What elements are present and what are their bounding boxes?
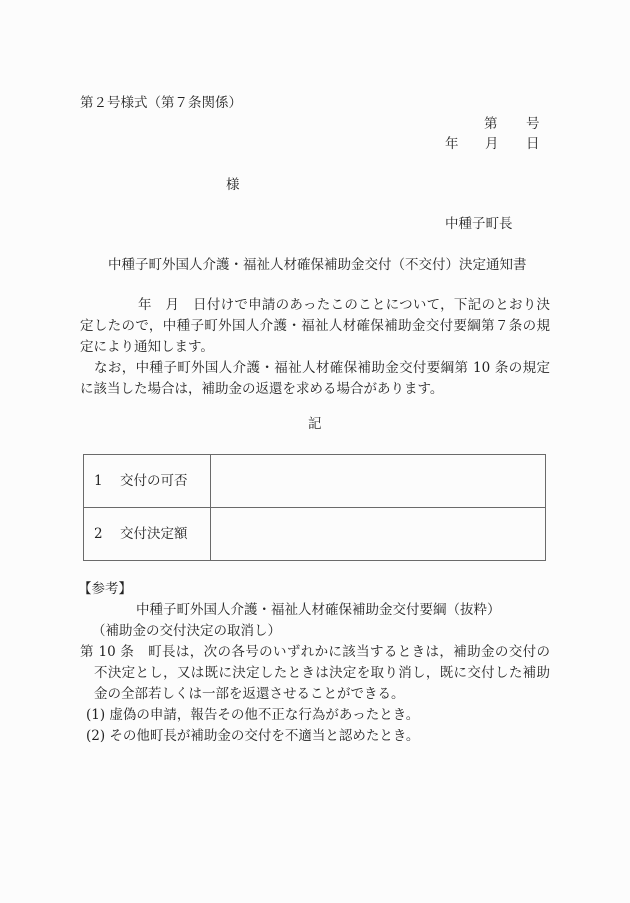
reference-item: (1) 虚偽の申請，報告その他不正な行為があったとき。: [86, 707, 420, 723]
row-value-cell[interactable]: [211, 455, 546, 508]
body-text: [80, 295, 550, 400]
number-prefix: 第: [484, 116, 498, 132]
reference-heading: 【参考】: [78, 581, 132, 597]
table-row: [84, 508, 546, 561]
reference-source-title: 中種子町外国人介護・福祉人材確保補助金交付要綱（抜粋）: [136, 602, 501, 618]
body-paragraph-1: 年 月 日付けで申請のあったこのことについて，下記のとおり決定したので，中種子町外国人介護・福祉人材確保補助金交付要綱第７条の規定により通知します。: [80, 297, 550, 355]
reference-article: 第 10 条 町長は，次の各号のいずれかに該当するときは，補助金の交付の不決定とし，又は既に決定したときは決定を取り消し，既に交付した補助金の全部若しくは一部を返還させることができる。: [80, 644, 550, 702]
row-number: 2: [94, 525, 103, 542]
reference-item: (2) その他町長が補助金の交付を不適当と認めたとき。: [86, 728, 420, 744]
table-row: [84, 455, 546, 508]
number-suffix: 号: [526, 116, 540, 132]
row-label-text: 交付決定額: [120, 525, 188, 542]
reference-caption: （補助金の交付決定の取消し）: [92, 623, 281, 639]
sender: 中種子町長: [445, 216, 513, 232]
record-table: [83, 454, 546, 561]
date-year: 年: [445, 136, 459, 152]
row-value-cell[interactable]: [211, 508, 546, 561]
row-label: [84, 455, 211, 508]
date-month: 月: [485, 136, 499, 152]
form-id: 第２号様式（第７条関係）: [80, 95, 242, 111]
reference-article-block: [80, 642, 550, 747]
ki-heading: 記: [308, 416, 322, 432]
date-day: 日: [526, 136, 540, 152]
row-label-text: 交付の可否: [120, 472, 188, 489]
row-number: 1: [94, 472, 103, 489]
row-label: [84, 508, 211, 561]
body-paragraph-2: なお，中種子町外国人介護・福祉人材確保補助金交付要綱第 10 条の規定に該当した場合は，補助金の返還を求める場合があります。: [80, 360, 550, 397]
addressee-suffix: 様: [226, 177, 240, 193]
document-title: 中種子町外国人介護・福祉人材確保補助金交付（不交付）決定通知書: [108, 257, 527, 273]
